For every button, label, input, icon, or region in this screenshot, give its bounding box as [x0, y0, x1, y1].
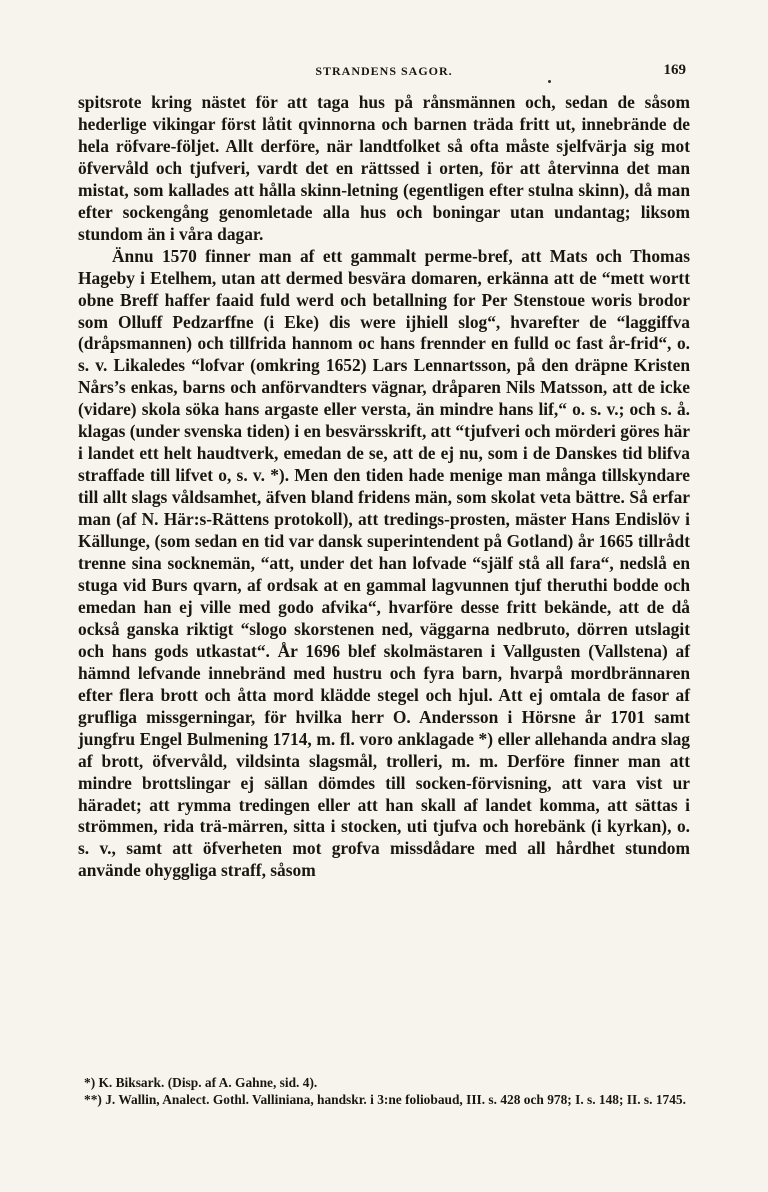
running-title: STRANDENS SAGOR. [315, 64, 453, 78]
book-page [78, 60, 690, 1107]
footnotes [78, 1074, 690, 1108]
page-number: 169 [663, 62, 686, 78]
ink-speck [548, 80, 551, 83]
footnote: *) K. Biksark. (Disp. af A. Gahne, sid. 4). [84, 1075, 318, 1090]
paragraph: spitsrote kring nästet för att taga hus på rånsmännen och, sedan de såsom hederlige vikingar först låtit qvinnorna och barnen träda fritt ut, innebrände de hela röfvare-följet. Allt derföre, när landtfolket så ofta måste sjelfvärja sig mot öfvervåld och tjufveri, vardt det en rättssed i orten, för att återvinna det man mistat, som kallades att hålla skinn-letning (egentligen efter stulna skinn), då man efter sockengång genomletade alla hus och boningar utan undantag; liksom stundom än i våra dagar. [78, 92, 690, 244]
body-text [78, 92, 690, 882]
footnote: **) J. Wallin, Analect. Gothl. Valliniana, handskr. i 3:ne foliobaud, III. s. 428 och 978; I. s. 148; II. s. 1745. [84, 1092, 686, 1107]
page-header [78, 60, 690, 86]
paragraph: Ännu 1570 finner man af ett gammalt perme-bref, att Mats och Thomas Hageby i Etelhem, utan att dermed besvära domaren, erkänna att de “mett wortt obne Breff haffer faaid fuld werd och betallning for Per Stenstoue woris brodor som Olluff Pedzarffne (i Eke) dis were ijhiell slog“, hvarefter de “laggiffva (dråpsmannen) och tillfrida hannom oc hans frennder en fulld oc fast år-frid“, o. s. v. Likaledes “lofvar (omkring 1652) Lars Lennartsson, på den dräpne Kristen Nårs’s enkas, barns och anförvandters vägnar, dråparen Nils Matsson, att de icke (vidare) skola söka hans argaste eller versta, än mindre hans lif,“ o. s. v.; och s. å. klagas (under svenska tiden) i en besvärsskrift, att “tjufveri och mörderi göres här i landet ett helt haudtverk, emedan de se, att de ej nu, som i de Danskes tid blifva straffade till lifvet o, s. v. *). Men den tiden hade menige man många tillskyndare till allt slags våldsamhet, äfven bland fridens män, som skolat veta bättre. Så erfar man (af N. Här:s-Rättens protokoll), att tredings-prosten, mäster Hans Endislöv i Källunge, (som sedan en tid var dansk superintendent på Gotland) år 1665 tillrådt trenne sina socknemän, “att, under det han lofvade “själf stå all fara“, nedslå en stuga vid Burs qvarn, af ordsak at en gammal lagvunnen tjuf theruthi bodde och emedan han ej ville med godo afvika“, hvarföre desse fritt bekände, att de då också ganska riktigt “slogo skorstenen ned, väggarna nedbruto, dörren utslagit och hans gods utkastat“. År 1696 blef skolmästaren i Vallgusten (Vallstena) af hämnd lefvande innebränd med hustru och fyra barn, hvarpå mordbrännaren efter flera brott och åtta mord klädde stegel och hjul. Att ej omtala de fasor af grufliga missgerningar, för hvilka herr O. Andersson i Hörsne år 1701 samt jungfru Engel Bulmening 1714, m. fl. voro anklagade *) eller allehanda andra slag af brott, öfvervåld, vildsinta slagsmål, trolleri, m. m. Derföre finner man att mindre brottslingar ej sällan dömdes till socken-förvisning, att vara vist ur häradet; att rymma tredingen eller att han skall af landet komma, att sättas i strömmen, rida trä-märren, sitta i stocken, uti tjufva och horebänk (i kyrkan), o. s. v., samt att öfverheten mot grofva missdådare med all hårdhet stundom använde ohyggliga straff, såsom [78, 245, 690, 881]
